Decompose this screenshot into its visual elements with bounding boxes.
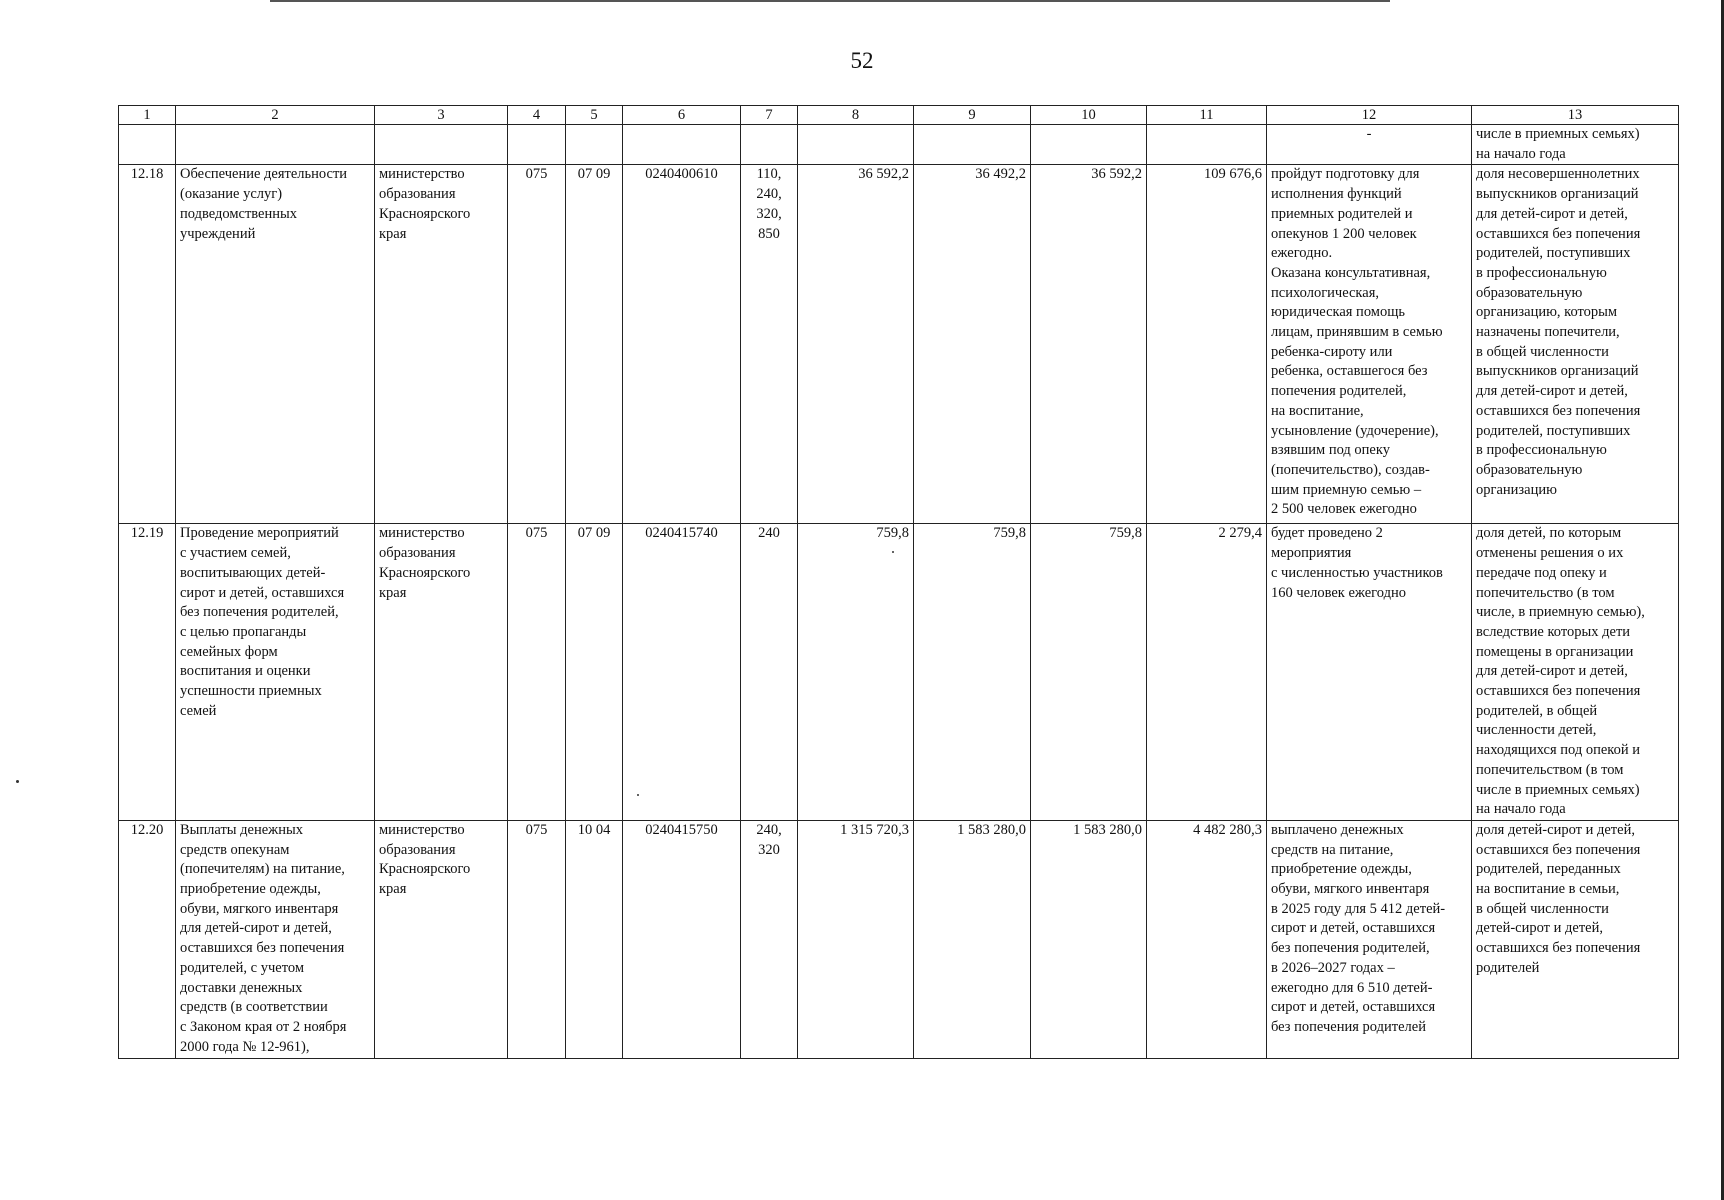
table-row: [119, 524, 1679, 821]
table-cell: [914, 125, 1031, 165]
indicator-cell: числе в приемных семьях) на начало года: [1472, 125, 1679, 165]
table-row: [119, 820, 1679, 1058]
amount-total-cell: 109 676,6: [1147, 165, 1267, 524]
table-cell: [508, 125, 566, 165]
administrator-cell: министерство образования Красноярского края: [375, 820, 508, 1058]
amount-year-2-cell: 759,8: [914, 524, 1031, 821]
column-header: 4: [508, 106, 566, 125]
page-top-edge: [270, 0, 1390, 2]
column-header: 10: [1031, 106, 1147, 125]
table-row: [119, 165, 1679, 524]
grbs-code-cell: 075: [508, 524, 566, 821]
indicator-cell: доля несовершеннолетних выпускников организаций для детей-сирот и детей, оставшихся без попечения родителей, поступивших в профессиональную образовательную организацию, которым назначены попечители, в общей численности выпускников организаций для детей-сирот и детей, оставшихся без попечения родителей, поступивших в профессиональную образовательную организацию: [1472, 165, 1679, 524]
amount-year-3-cell: 36 592,2: [1031, 165, 1147, 524]
expense-type-cell: 240, 320: [741, 820, 798, 1058]
grbs-code-cell: 075: [508, 165, 566, 524]
administrator-cell: министерство образования Красноярского края: [375, 524, 508, 821]
amount-year-3-cell: 759,8: [1031, 524, 1147, 821]
amount-year-3-cell: 1 583 280,0: [1031, 820, 1147, 1058]
table-cell: [1147, 125, 1267, 165]
table-cell: [798, 125, 914, 165]
result-cell: будет проведено 2 мероприятия с численностью участников 160 человек ежегодно: [1267, 524, 1472, 821]
column-number-row: [119, 106, 1679, 125]
page-number: 52: [850, 48, 874, 73]
column-header: 2: [176, 106, 375, 125]
table-cell: [623, 125, 741, 165]
administrator-cell: министерство образования Красноярского края: [375, 165, 508, 524]
result-cell: выплачено денежных средств на питание, приобретение одежды, обуви, мягкого инвентаря в 2025 году для 5 412 детей- сирот и детей, оставшихся без попечения родителей, в 2026–2027 годах – ежегодно для 6 510 детей- сирот и детей, оставшихся без попечения родителей: [1267, 820, 1472, 1058]
amount-total-cell: 2 279,4: [1147, 524, 1267, 821]
result-cell: пройдут подготовку для исполнения функций приемных родителей и опекунов 1 200 человек ежегодно. Оказана консультативная, психологическая, юридическая помощь лицам, принявшим в семью ребенка-сироту или ребенка, оставшегося без попечения родителей, на воспитание, усыновление (удочерение), взявшим под опеку (попечительство), создав- шим приемную семью – 2 500 человек ежегодно: [1267, 165, 1472, 524]
amount-total-cell: 4 482 280,3: [1147, 820, 1267, 1058]
table-cell: [741, 125, 798, 165]
amount-year-1-cell: 759,8: [798, 524, 914, 821]
table-cell: [375, 125, 508, 165]
column-header: 3: [375, 106, 508, 125]
measure-name-cell: Обеспечение деятельности (оказание услуг) подведомственных учреждений: [176, 165, 375, 524]
column-header: 11: [1147, 106, 1267, 125]
amount-year-2-cell: 1 583 280,0: [914, 820, 1031, 1058]
indicator-cell: доля детей-сирот и детей, оставшихся без попечения родителей, переданных на воспитание в семьи, в общей численности детей-сирот и детей, оставшихся без попечения родителей: [1472, 820, 1679, 1058]
item-number-cell: 12.19: [119, 524, 176, 821]
budget-table: [118, 105, 1679, 1059]
indicator-cell: доля детей, по которым отменены решения о их передаче под опеку и попечительство (в том числе, в приемную семью), вследствие которых дети помещены в организации для детей-сирот и детей, оставшихся без попечения родителей, в общей численности детей, находящихся под опекой и попечительством (в том числе в приемных семьях) на начало года: [1472, 524, 1679, 821]
measure-name-cell: Проведение мероприятий с участием семей, воспитывающих детей- сирот и детей, оставшихся без попечения родителей, с целью пропаганды семейных форм воспитания и оценки успешности приемных семей: [176, 524, 375, 821]
column-header: 7: [741, 106, 798, 125]
amount-year-1-cell: 1 315 720,3: [798, 820, 914, 1058]
target-article-cell: 0240415750: [623, 820, 741, 1058]
item-number-cell: 12.20: [119, 820, 176, 1058]
section-code-cell: 07 09: [566, 165, 623, 524]
item-number-cell: 12.18: [119, 165, 176, 524]
measure-name-cell: Выплаты денежных средств опекунам (попечителям) на питание, приобретение одежды, обуви, мягкого инвентаря для детей-сирот и детей, оставшихся без попечения родителей, с учетом доставки денежных средств (в соответствии с Законом края от 2 ноября 2000 года № 12-961),: [176, 820, 375, 1058]
column-header: 1: [119, 106, 176, 125]
section-code-cell: 10 04: [566, 820, 623, 1058]
scan-speck: [16, 780, 19, 783]
column-header: 6: [623, 106, 741, 125]
target-article-cell: 0240400610: [623, 165, 741, 524]
column-header: 13: [1472, 106, 1679, 125]
result-cell: -: [1267, 125, 1472, 165]
column-header: 8: [798, 106, 914, 125]
grbs-code-cell: 075: [508, 820, 566, 1058]
continuation-row: [119, 125, 1679, 165]
column-header: 9: [914, 106, 1031, 125]
amount-year-1-cell: 36 592,2: [798, 165, 914, 524]
column-header: 5: [566, 106, 623, 125]
table-cell: [119, 125, 176, 165]
target-article-cell: 0240415740: [623, 524, 741, 821]
table-cell: [176, 125, 375, 165]
section-code-cell: 07 09: [566, 524, 623, 821]
table-cell: [1031, 125, 1147, 165]
column-header: 12: [1267, 106, 1472, 125]
expense-type-cell: 110, 240, 320, 850: [741, 165, 798, 524]
expense-type-cell: 240: [741, 524, 798, 821]
table-cell: [566, 125, 623, 165]
amount-year-2-cell: 36 492,2: [914, 165, 1031, 524]
